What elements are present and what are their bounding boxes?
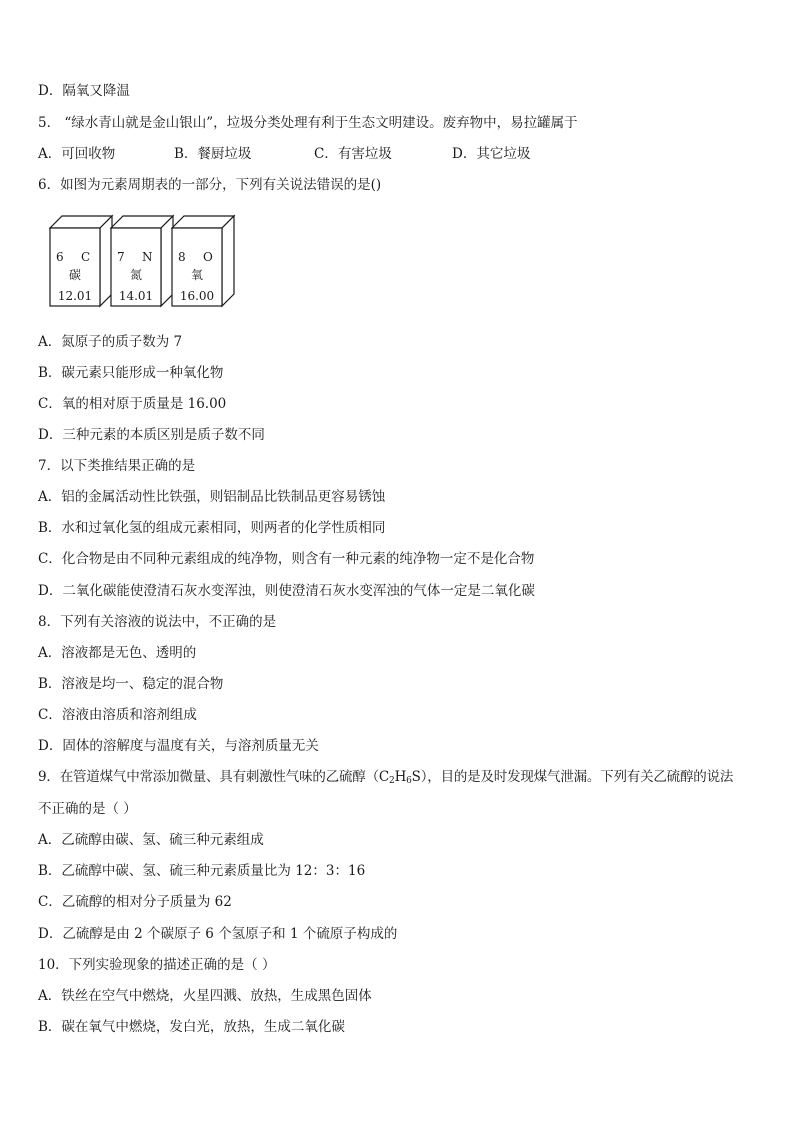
element-mass: 16.00 (179, 289, 215, 303)
question-9 (38, 768, 733, 790)
q9-option-d: D．乙硫醇是由 2 个碳原子 6 个氢原子和 1 个硫原子构成的 (38, 926, 398, 942)
q5-option-c: C．有害垃圾 (314, 146, 392, 162)
q4-option-d: D．隔氧又降温 (38, 83, 130, 99)
question-5-options (38, 145, 758, 163)
element-cell-oxygen (168, 210, 236, 308)
element-symbol: N (142, 250, 153, 264)
q7-option-a: A．铝的金属活动性比铁强，则铝制品比铁制品更容易锈蚀 (38, 489, 386, 505)
q9-hydrogen: H (394, 769, 407, 785)
q5-option-b: B．餐厨垃圾 (174, 146, 252, 162)
q5-option-a: A．可回收物 (38, 146, 116, 162)
element-symbol: C (81, 250, 91, 264)
q7-option-b: B．水和过氧化氢的组成元素相同，则两者的化学性质相同 (38, 520, 386, 536)
question-8: 8．下列有关溶液的说法中，不正确的是 (38, 614, 277, 630)
question-6: 6．如图为元素周期表的一部分，下列有关说法错误的是() (38, 177, 382, 193)
element-name: 氮 (129, 268, 143, 282)
element-number: 6 (56, 250, 64, 264)
element-name: 碳 (68, 268, 82, 282)
element-mass: 12.01 (57, 289, 93, 303)
element-symbol: O (203, 250, 213, 264)
q6-option-a: A．氮原子的质子数为 7 (38, 334, 183, 350)
q9-subscript-hydrogen: 6 (406, 776, 412, 786)
question-10: 10．下列实验现象的描述正确的是（ ） (38, 957, 276, 973)
q6-option-d: D．三种元素的本质区别是质子数不同 (38, 427, 265, 443)
element-number: 8 (178, 250, 186, 264)
q8-option-b: B．溶液是均一、稳定的混合物 (38, 676, 224, 692)
element-mass: 14.01 (118, 289, 154, 303)
q6-option-b: B．碳元素只能形成一种氧化物 (38, 365, 224, 381)
q8-option-a: A．溶液都是无色、透明的 (38, 645, 197, 661)
element-cell-nitrogen (107, 210, 175, 308)
question-7: 7．以下类推结果正确的是 (38, 458, 196, 474)
q9-text-start: 9．在管道煤气中常添加微量、具有刺激性气味的乙硫醇（C (38, 769, 390, 785)
q9-option-b: B．乙硫醇中碳、氢、硫三种元素质量比为 12：3：16 (38, 863, 366, 879)
q7-option-c: C．化合物是由不同种元素组成的纯净物，则含有一种元素的纯净物一定不是化合物 (38, 551, 535, 567)
q7-option-d: D．二氧化碳能使澄清石灰水变浑浊，则使澄清石灰水变浑浊的气体一定是二氧化碳 (38, 583, 535, 599)
q8-option-d: D．固体的溶解度与温度有关，与溶剂质量无关 (38, 738, 319, 754)
question-5: 5． “绿水青山就是金山银山”，垃圾分类处理有利于生态文明建设。废弃物中，易拉罐属于 (38, 115, 578, 131)
question-9-continued: 不正确的是（ ） (38, 801, 137, 817)
element-cell-carbon (46, 210, 114, 308)
q9-text-end: S），目的是及时发现煤气泄漏。下列有关乙硫醇的说法 (411, 769, 734, 785)
element-number: 7 (117, 250, 125, 264)
q9-option-c: C．乙硫醇的相对分子质量为 62 (38, 894, 232, 910)
q6-option-c: C．氧的相对原于质量是 16.00 (38, 396, 227, 412)
q10-option-b: B．碳在氧气中燃烧，发白光，放热，生成二氧化碳 (38, 1019, 345, 1035)
q5-option-d: D．其它垃圾 (452, 146, 531, 162)
q9-subscript-carbon: 2 (389, 776, 395, 786)
element-name: 氧 (190, 268, 204, 282)
q9-option-a: A．乙硫醇由碳、氢、硫三种元素组成 (38, 832, 264, 848)
q8-option-c: C．溶液由溶质和溶剂组成 (38, 707, 197, 723)
q10-option-a: A．铁丝在空气中燃烧，火星四溅、放热，生成黑色固体 (38, 988, 372, 1004)
